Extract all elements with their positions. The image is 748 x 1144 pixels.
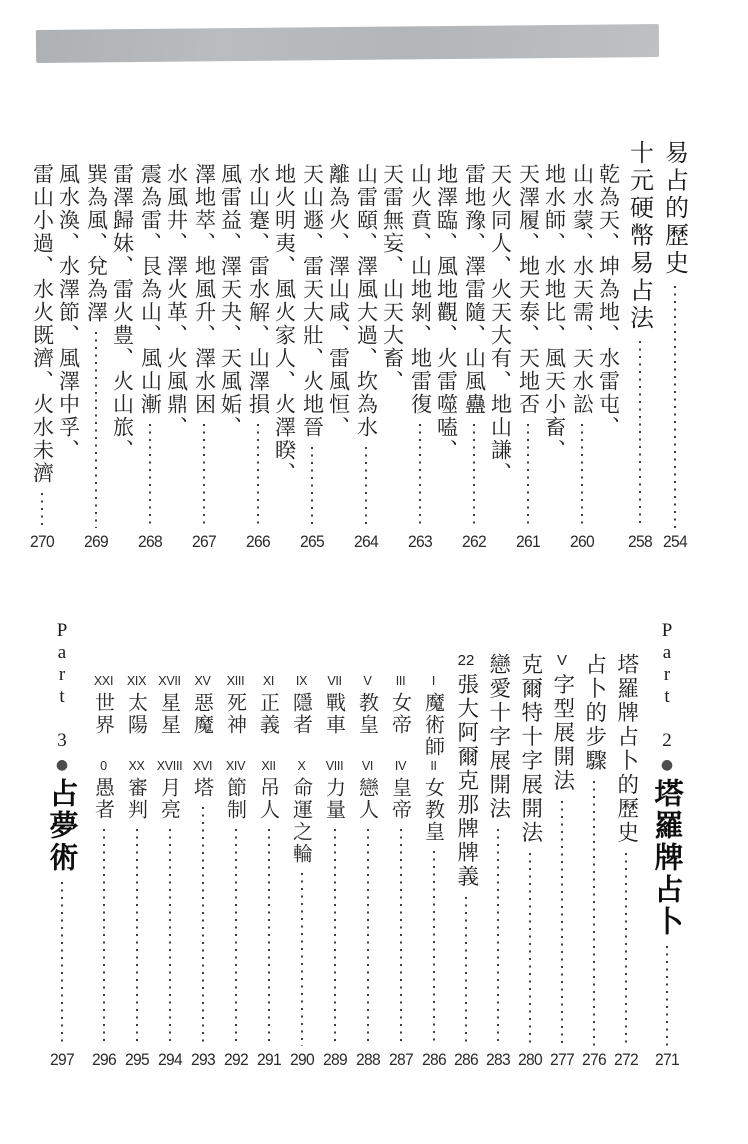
card-name: 星星: [157, 691, 182, 736]
dotted-leader: [367, 829, 369, 1046]
entry-title-line2: 雷山小過、水火既濟、火水未濟: [30, 163, 55, 485]
entry-title-line2: 天山遯、雷天大壯、火地晉: [300, 163, 325, 439]
toc-column: [451, 620, 481, 1068]
dotted-leader: [581, 424, 583, 528]
page-number: 265: [300, 532, 324, 551]
tarot-card-item: [421, 759, 446, 843]
toc-entry: [647, 620, 687, 1068]
tarot-card-item: [355, 759, 380, 821]
dotted-leader: [334, 829, 336, 1046]
toc-entry: [579, 620, 609, 1068]
entry-title-line1: 風水渙、水澤節、風澤中孚、: [56, 163, 81, 462]
entry-title: 十元硬幣易占法: [625, 140, 654, 333]
tarot-card-item: [158, 675, 180, 760]
toc-entry: [569, 140, 621, 550]
toc-entry: [407, 140, 459, 550]
toc-column: [319, 620, 350, 1068]
card-name: 愚者: [91, 776, 116, 821]
entry-title-line1: 地火明夷、風火家人、火澤睽、: [272, 163, 297, 485]
toc-entry: [451, 620, 481, 1068]
dotted-leader: [136, 829, 138, 1046]
roman-numeral: XVI: [192, 759, 213, 773]
toc-entry: [286, 620, 317, 1068]
tarot-card-item: [190, 674, 215, 760]
card-name: 死神: [223, 691, 248, 736]
entry-title: 字型展開法: [549, 672, 575, 793]
entry-title-line1: 天雷無妄、山天大畜、: [380, 163, 405, 393]
toc-column: [353, 140, 379, 550]
toc-column: [271, 140, 297, 550]
page-number: 289: [322, 1050, 347, 1069]
roman-numeral: III: [395, 674, 406, 688]
toc-entry: [29, 140, 81, 550]
dotted-leader: [433, 851, 435, 1046]
entry-title: 占卜的步驟: [581, 653, 607, 773]
tarot-card-item: [157, 760, 183, 821]
page-number: 262: [462, 532, 486, 551]
dotted-leader: [674, 286, 676, 529]
toc-column: [487, 140, 513, 550]
card-name: 命運之輪: [289, 776, 314, 865]
roman-numeral: IX: [295, 674, 308, 688]
dotted-leader: [365, 447, 367, 528]
dotted-leader: [497, 829, 499, 1046]
dotted-leader: [419, 424, 421, 528]
toc-column: [286, 620, 317, 1068]
tarot-card-item: [388, 759, 413, 821]
dotted-leader: [235, 829, 237, 1046]
page-number: 267: [192, 532, 216, 551]
page-number: 293: [190, 1050, 215, 1069]
page-number: 276: [582, 1050, 606, 1069]
entry-title-line1: 風雷益、澤天夬、天風姤、: [218, 163, 243, 439]
page-number: 269: [84, 532, 108, 551]
toc-column: [461, 140, 487, 550]
roman-numeral: VIII: [325, 759, 344, 773]
tarot-card-item: [421, 674, 446, 760]
dotted-leader: [625, 853, 627, 1046]
toc-entry: [42, 620, 82, 1068]
page-number: 272: [614, 1050, 638, 1069]
latin-prefix: V: [557, 652, 568, 669]
dotted-leader: [268, 829, 270, 1046]
dotted-leader: [301, 873, 303, 1046]
toc-column: [407, 140, 433, 550]
roman-numeral: IV: [394, 759, 407, 773]
page-number: 264: [354, 532, 378, 551]
tarot-card-item: [223, 674, 248, 760]
toc-entry: [88, 620, 119, 1068]
toc-column: [245, 140, 271, 550]
roman-numeral: XVII: [158, 674, 181, 688]
toc-column: [29, 140, 55, 550]
dotted-leader: [169, 829, 171, 1046]
entry-title-line2: 山水蒙、水天需、天水訟: [570, 163, 595, 416]
toc-entry: [623, 140, 656, 550]
toc-entry: [547, 620, 577, 1068]
toc-entry: [611, 620, 641, 1068]
roman-numeral: 0: [100, 759, 107, 773]
roman-numeral: I: [431, 674, 436, 688]
toc-column: [109, 140, 135, 550]
toc-column: [253, 620, 284, 1068]
card-name: 力量: [322, 776, 347, 821]
entry-title-line1: 地水師、水地比、風天小畜、: [542, 163, 567, 462]
dotted-leader: [103, 829, 105, 1046]
toc-entry: [352, 620, 383, 1068]
toc-column: [569, 140, 595, 550]
toc-column: [325, 140, 351, 550]
page-number: 258: [627, 532, 652, 551]
toc-column: [611, 620, 641, 1068]
toc-column: [647, 620, 687, 1068]
entry-title: 塔羅牌占卜的歷史: [613, 653, 639, 845]
card-name: 節制: [223, 776, 248, 821]
page-number: 260: [570, 532, 594, 551]
tarot-card-item: [91, 759, 116, 821]
page-number: 286: [454, 1050, 478, 1069]
page-number: 295: [124, 1050, 149, 1069]
toc-column: [658, 140, 691, 550]
roman-numeral: XX: [128, 759, 145, 773]
entry-title-line2: 山火賁、山地剝、地雷復: [408, 163, 433, 416]
tarot-card-item: [322, 759, 347, 821]
dotted-leader: [527, 424, 529, 528]
part-label: Part 2: [656, 620, 678, 752]
entry-title-line2: 山雷頤、澤風大過、坎為水: [354, 163, 379, 439]
entry-title-line2: 雷地豫、澤雷隨、山風蠱: [462, 163, 487, 416]
roman-numeral: XVIII: [156, 759, 183, 773]
toc-entry: [121, 620, 152, 1068]
roman-numeral: XII: [261, 759, 276, 773]
toc-column: [154, 620, 185, 1068]
roman-numeral: XIV: [225, 759, 246, 773]
toc-column: [187, 620, 218, 1068]
page-number: 290: [289, 1050, 314, 1069]
dotted-leader: [473, 424, 475, 528]
card-name: 隱者: [289, 691, 314, 736]
tarot-card-item: [223, 759, 248, 821]
toc-entry: [515, 620, 545, 1068]
page-number: 297: [50, 1050, 74, 1069]
card-name: 吊人: [256, 776, 281, 821]
dotted-leader: [639, 341, 641, 529]
tarot-card-item: [289, 759, 314, 865]
toc-column: [418, 620, 449, 1068]
iching-toc-section: [28, 140, 692, 550]
card-name: 正義: [256, 691, 281, 736]
toc-column: [483, 620, 513, 1068]
entry-title-line1: 雷澤歸妹、雷火豊、火山旅、: [110, 163, 135, 462]
entry-title-line1: 水風井、澤火革、火風鼎、: [164, 163, 189, 439]
page-number: 263: [408, 532, 432, 551]
toc-entry: [137, 140, 189, 550]
entry-title-line2: 巽為風、兌為澤: [84, 163, 109, 324]
page-number: 296: [91, 1050, 116, 1069]
toc-column: [623, 140, 656, 550]
page-number: 266: [246, 532, 270, 551]
toc-entry: [319, 620, 350, 1068]
page-number: 292: [223, 1050, 248, 1069]
toc-entry: [83, 140, 135, 550]
toc-column: [515, 140, 541, 550]
dotted-leader: [561, 801, 563, 1047]
roman-numeral: XV: [194, 674, 211, 688]
entry-title: 克爾特十字展開法: [517, 653, 543, 845]
roman-numeral: XXI: [93, 674, 114, 688]
roman-numeral: XIII: [226, 674, 245, 688]
toc-column: [595, 140, 621, 550]
card-name: 女教皇: [421, 776, 446, 843]
toc-entry: [154, 620, 185, 1068]
tarot-card-item: [388, 674, 413, 760]
entry-title-line2: 震為雷、艮為山、風山漸: [138, 163, 163, 416]
page-header-bar: [36, 24, 659, 63]
toc-entry: [418, 620, 449, 1068]
dotted-leader: [149, 424, 151, 528]
toc-column: [541, 140, 567, 550]
toc-column: [217, 140, 243, 550]
entry-title: 戀愛十字展開法: [485, 653, 511, 821]
toc-entry: [245, 140, 297, 550]
card-name: 魔術師: [421, 691, 446, 758]
card-name: 皇帝: [388, 776, 413, 821]
toc-entry: [187, 620, 218, 1068]
dotted-leader: [95, 332, 97, 528]
entry-title-line1: 乾為天、坤為地、水雷屯、: [596, 163, 621, 439]
dotted-leader: [41, 493, 43, 528]
dotted-leader: [202, 807, 204, 1046]
toc-column: [433, 140, 459, 550]
toc-column: [137, 140, 163, 550]
page-number: 286: [421, 1050, 446, 1069]
roman-numeral: II: [430, 759, 437, 773]
card-name: 世界: [91, 691, 116, 736]
toc-entry: [253, 620, 284, 1068]
toc-entry: [353, 140, 405, 550]
entry-title-line1: 離為火、澤山咸、雷風恒、: [326, 163, 351, 439]
card-name: 塔: [190, 776, 215, 799]
toc-column: [163, 140, 189, 550]
toc-column: [191, 140, 217, 550]
part-label: Part 3: [51, 620, 73, 752]
roman-numeral: XIX: [126, 674, 147, 688]
page-number: 270: [30, 532, 54, 551]
dotted-leader: [465, 897, 467, 1047]
bullet-icon: ●: [54, 757, 70, 773]
tarot-card-item: [355, 674, 380, 760]
card-name: 太陽: [124, 691, 149, 736]
toc-column: [547, 620, 577, 1068]
toc-entry: [461, 140, 513, 550]
tarot-card-item: [124, 759, 149, 821]
roman-numeral: V: [363, 674, 372, 688]
toc-column: [515, 620, 545, 1068]
page-number: 277: [550, 1050, 574, 1069]
toc-column: [83, 140, 109, 550]
latin-prefix: 22: [457, 652, 475, 669]
tarot-card-item: [256, 759, 281, 821]
page-number: 291: [256, 1050, 281, 1069]
toc-entry: [299, 140, 351, 550]
toc-column: [88, 620, 119, 1068]
toc-column: [42, 620, 82, 1068]
entry-title-line2: 澤地萃、地風升、澤水困: [192, 163, 217, 416]
toc-column: [220, 620, 251, 1068]
page-number: 280: [518, 1050, 542, 1069]
dotted-leader: [203, 424, 205, 528]
dotted-leader: [311, 447, 313, 528]
toc-entry: [515, 140, 567, 550]
toc-column: [579, 620, 609, 1068]
roman-numeral: VII: [327, 674, 342, 688]
card-name: 女帝: [388, 691, 413, 736]
card-name: 月亮: [157, 776, 182, 821]
toc-column: [385, 620, 416, 1068]
tarot-card-item: [91, 674, 116, 760]
page-number: 254: [662, 532, 687, 551]
tarot-card-item: [256, 674, 281, 760]
dotted-leader: [257, 424, 259, 528]
dotted-leader: [593, 781, 595, 1046]
card-name: 審判: [124, 776, 149, 821]
dotted-leader: [666, 946, 668, 1046]
tarot-dream-toc-section: [37, 620, 692, 1068]
tarot-card-item: [124, 674, 149, 760]
dotted-leader: [400, 829, 402, 1046]
part-title: 塔羅牌占卜: [650, 778, 685, 938]
entry-title: 張大阿爾克那牌牌義: [453, 672, 479, 889]
card-name: 惡魔: [190, 691, 215, 736]
toc-column: [299, 140, 325, 550]
card-name: 戰車: [322, 691, 347, 736]
toc-entry: [220, 620, 251, 1068]
page-number: 283: [486, 1050, 510, 1069]
tarot-card-item: [322, 674, 347, 760]
tarot-card-item: [289, 674, 314, 760]
page-number: 288: [355, 1050, 380, 1069]
card-name: 教皇: [355, 691, 380, 736]
part-title: 占夢術: [45, 778, 80, 874]
toc-entry: [658, 140, 691, 550]
page-number: 294: [157, 1050, 182, 1069]
entry-title-line1: 天火同人、火天大有、地山謙、: [488, 163, 513, 485]
entry-title-line2: 天澤履、地天泰、天地否: [516, 163, 541, 416]
toc-entry: [191, 140, 243, 550]
page-number: 261: [516, 532, 540, 551]
dotted-leader: [529, 853, 531, 1046]
toc-column: [121, 620, 152, 1068]
roman-numeral: VI: [361, 759, 374, 773]
bullet-icon: ●: [659, 757, 675, 773]
entry-title-line1: 地澤臨、風地觀、火雷噬嗑、: [434, 163, 459, 462]
page-number: 268: [138, 532, 162, 551]
card-name: 戀人: [355, 776, 380, 821]
dotted-leader: [61, 882, 63, 1046]
page-number: 287: [388, 1050, 413, 1069]
toc-entry: [483, 620, 513, 1068]
tarot-card-item: [190, 759, 215, 799]
toc-entry: [385, 620, 416, 1068]
roman-numeral: XI: [262, 674, 275, 688]
toc-column: [55, 140, 81, 550]
toc-column: [352, 620, 383, 1068]
page-number: 271: [655, 1050, 679, 1069]
roman-numeral: X: [297, 759, 306, 773]
toc-column: [379, 140, 405, 550]
entry-title: 易占的歷史: [660, 140, 689, 278]
entry-title-line2: 水山蹇、雷水解、山澤損: [246, 163, 271, 416]
